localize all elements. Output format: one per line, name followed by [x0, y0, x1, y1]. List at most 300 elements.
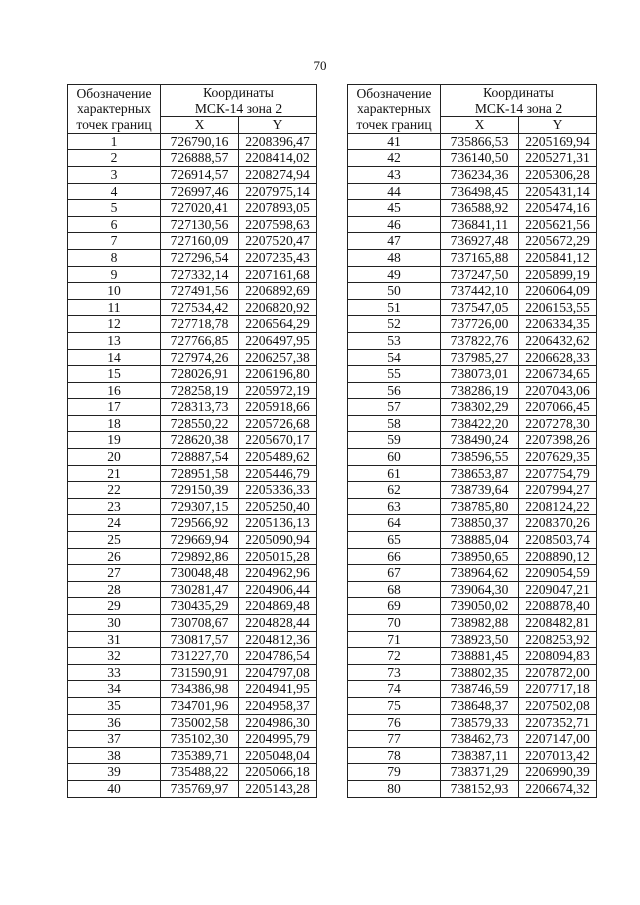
y-coordinate: 2205143,28 — [239, 780, 317, 797]
y-coordinate: 2205306,28 — [519, 166, 597, 183]
x-coordinate: 738462,73 — [441, 731, 519, 748]
point-number: 63 — [348, 498, 441, 515]
point-label-header — [68, 85, 161, 134]
y-coordinate: 2205136,13 — [239, 515, 317, 532]
point-number: 14 — [68, 349, 161, 366]
table-row — [68, 598, 317, 615]
y-coordinate: 2206674,32 — [519, 780, 597, 797]
y-coordinate: 2206564,29 — [239, 316, 317, 333]
coords-line2: МСК-14 зона 2 — [474, 100, 563, 116]
point-number: 9 — [68, 266, 161, 283]
y-coordinate: 2205431,14 — [519, 183, 597, 200]
point-number: 6 — [68, 216, 161, 233]
coords-header — [161, 85, 317, 117]
point-number: 75 — [348, 697, 441, 714]
table-row — [348, 382, 597, 399]
table-row — [68, 299, 317, 316]
point-number: 73 — [348, 664, 441, 681]
y-coordinate: 2204797,08 — [239, 664, 317, 681]
x-coordinate: 738286,19 — [441, 382, 519, 399]
x-coordinate: 727296,54 — [161, 249, 239, 266]
point-number: 72 — [348, 648, 441, 665]
table-row — [348, 747, 597, 764]
point-number: 42 — [348, 150, 441, 167]
table-row — [348, 498, 597, 515]
point-number: 44 — [348, 183, 441, 200]
point-number: 62 — [348, 482, 441, 499]
x-coordinate: 738152,93 — [441, 780, 519, 797]
y-coordinate: 2208414,02 — [239, 150, 317, 167]
point-number: 4 — [68, 183, 161, 200]
x-coordinate: 738422,20 — [441, 415, 519, 432]
point-number: 15 — [68, 366, 161, 383]
x-coordinate: 738746,59 — [441, 681, 519, 698]
point-number: 26 — [68, 548, 161, 565]
table-row — [348, 266, 597, 283]
table-row — [348, 697, 597, 714]
y-coordinate: 2208396,47 — [239, 133, 317, 150]
table-row — [348, 714, 597, 731]
table-row — [68, 764, 317, 781]
point-number: 3 — [68, 166, 161, 183]
point-number: 18 — [68, 415, 161, 432]
y-coordinate: 2204941,95 — [239, 681, 317, 698]
y-coordinate: 2204986,30 — [239, 714, 317, 731]
table-row — [348, 449, 597, 466]
table-row — [348, 183, 597, 200]
table-row — [348, 332, 597, 349]
x-coordinate: 736588,92 — [441, 200, 519, 217]
point-number: 16 — [68, 382, 161, 399]
table-row — [348, 366, 597, 383]
x-coordinate: 735866,53 — [441, 133, 519, 150]
x-coordinate: 728887,54 — [161, 449, 239, 466]
table-row — [348, 598, 597, 615]
y-coordinate: 2205446,79 — [239, 465, 317, 482]
y-coordinate: 2209054,59 — [519, 565, 597, 582]
y-coordinate: 2206990,39 — [519, 764, 597, 781]
y-coordinate: 2206257,38 — [239, 349, 317, 366]
x-coordinate: 737985,27 — [441, 349, 519, 366]
y-coordinate: 2207147,00 — [519, 731, 597, 748]
y-coordinate: 2205015,28 — [239, 548, 317, 565]
y-coordinate: 2209047,21 — [519, 581, 597, 598]
table-row — [68, 648, 317, 665]
table-row — [348, 648, 597, 665]
point-number: 79 — [348, 764, 441, 781]
x-coordinate: 734701,96 — [161, 697, 239, 714]
x-coordinate: 726888,57 — [161, 150, 239, 167]
table-row — [348, 249, 597, 266]
table-row — [348, 432, 597, 449]
table-row — [348, 515, 597, 532]
x-coordinate: 731227,70 — [161, 648, 239, 665]
y-coordinate: 2205670,17 — [239, 432, 317, 449]
table-row — [68, 249, 317, 266]
point-number: 31 — [68, 631, 161, 648]
point-number: 10 — [68, 283, 161, 300]
table-row — [68, 780, 317, 797]
x-coordinate: 738802,35 — [441, 664, 519, 681]
table-row — [68, 482, 317, 499]
point-number: 78 — [348, 747, 441, 764]
point-label-line1: Обозначение — [356, 85, 432, 101]
x-coordinate: 735002,58 — [161, 714, 239, 731]
coords-line1: Координаты — [483, 85, 554, 100]
y-coordinate: 2208124,22 — [519, 498, 597, 515]
x-coordinate: 738371,29 — [441, 764, 519, 781]
point-number: 70 — [348, 615, 441, 632]
x-coordinate: 738648,37 — [441, 697, 519, 714]
point-number: 64 — [348, 515, 441, 532]
point-number: 47 — [348, 233, 441, 250]
y-coordinate: 2207013,42 — [519, 747, 597, 764]
point-number: 67 — [348, 565, 441, 582]
x-coordinate: 728951,58 — [161, 465, 239, 482]
table-row — [68, 731, 317, 748]
y-coordinate: 2205090,94 — [239, 532, 317, 549]
point-number: 22 — [68, 482, 161, 499]
table-row — [348, 548, 597, 565]
y-coordinate: 2204869,48 — [239, 598, 317, 615]
x-coordinate: 738881,45 — [441, 648, 519, 665]
x-coordinate: 737247,50 — [441, 266, 519, 283]
y-coordinate: 2205972,19 — [239, 382, 317, 399]
point-label-line3: точек границ — [356, 116, 432, 132]
table-row — [68, 681, 317, 698]
y-coordinate: 2205048,04 — [239, 747, 317, 764]
y-coordinate: 2204962,96 — [239, 565, 317, 582]
y-coordinate: 2205621,56 — [519, 216, 597, 233]
x-coordinate: 726914,57 — [161, 166, 239, 183]
x-coordinate: 728026,91 — [161, 366, 239, 383]
table-row — [348, 150, 597, 167]
point-number: 71 — [348, 631, 441, 648]
y-coordinate: 2206432,62 — [519, 332, 597, 349]
y-coordinate: 2207502,08 — [519, 697, 597, 714]
point-number: 12 — [68, 316, 161, 333]
point-number: 61 — [348, 465, 441, 482]
table-row — [68, 233, 317, 250]
x-coordinate: 731590,91 — [161, 664, 239, 681]
y-coordinate: 2207893,05 — [239, 200, 317, 217]
y-coordinate: 2208094,83 — [519, 648, 597, 665]
point-number: 27 — [68, 565, 161, 582]
x-coordinate: 739064,30 — [441, 581, 519, 598]
table-row — [68, 366, 317, 383]
point-number: 59 — [348, 432, 441, 449]
table-row — [68, 532, 317, 549]
y-coordinate: 2206820,92 — [239, 299, 317, 316]
table-row — [68, 382, 317, 399]
x-coordinate: 738785,80 — [441, 498, 519, 515]
point-number: 20 — [68, 449, 161, 466]
page-number: 70 — [313, 58, 327, 73]
point-number: 77 — [348, 731, 441, 748]
x-coordinate: 738387,11 — [441, 747, 519, 764]
x-coordinate: 738073,01 — [441, 366, 519, 383]
point-number: 45 — [348, 200, 441, 217]
point-number: 65 — [348, 532, 441, 549]
x-coordinate: 729150,39 — [161, 482, 239, 499]
table-row — [68, 133, 317, 150]
x-coordinate: 727160,09 — [161, 233, 239, 250]
y-coordinate: 2205918,66 — [239, 399, 317, 416]
x-header: X — [161, 117, 239, 134]
x-coordinate: 736841,11 — [441, 216, 519, 233]
y-coordinate: 2204958,37 — [239, 697, 317, 714]
x-coordinate: 737165,88 — [441, 249, 519, 266]
point-number: 2 — [68, 150, 161, 167]
table-row — [348, 631, 597, 648]
y-coordinate: 2205474,16 — [519, 200, 597, 217]
point-number: 69 — [348, 598, 441, 615]
point-number: 30 — [68, 615, 161, 632]
x-coordinate: 727974,26 — [161, 349, 239, 366]
table-row — [68, 565, 317, 582]
point-number: 8 — [68, 249, 161, 266]
point-number: 19 — [68, 432, 161, 449]
y-coordinate: 2206892,69 — [239, 283, 317, 300]
x-coordinate: 738885,04 — [441, 532, 519, 549]
point-number: 32 — [68, 648, 161, 665]
point-number: 39 — [68, 764, 161, 781]
point-number: 36 — [68, 714, 161, 731]
table-row — [348, 166, 597, 183]
point-label-line2: характерных — [357, 101, 431, 117]
x-coordinate: 728258,19 — [161, 382, 239, 399]
point-number: 80 — [348, 780, 441, 797]
x-coordinate: 738850,37 — [441, 515, 519, 532]
x-coordinate: 727766,85 — [161, 332, 239, 349]
y-coordinate: 2207043,06 — [519, 382, 597, 399]
point-number: 40 — [68, 780, 161, 797]
x-coordinate: 727491,56 — [161, 283, 239, 300]
x-coordinate: 736234,36 — [441, 166, 519, 183]
table-row — [68, 150, 317, 167]
table-row — [68, 349, 317, 366]
table-row — [68, 316, 317, 333]
point-number: 17 — [68, 399, 161, 416]
table-row — [68, 399, 317, 416]
point-label-line3: точек границ — [76, 116, 152, 132]
y-coordinate: 2206064,09 — [519, 283, 597, 300]
y-coordinate: 2208274,94 — [239, 166, 317, 183]
table-row — [348, 283, 597, 300]
table-row — [68, 697, 317, 714]
y-coordinate: 2205271,31 — [519, 150, 597, 167]
point-number: 5 — [68, 200, 161, 217]
table-row — [68, 283, 317, 300]
x-coordinate: 738490,24 — [441, 432, 519, 449]
y-coordinate: 2208370,26 — [519, 515, 597, 532]
y-coordinate: 2207994,27 — [519, 482, 597, 499]
point-number: 51 — [348, 299, 441, 316]
point-number: 23 — [68, 498, 161, 515]
y-coordinate: 2204828,44 — [239, 615, 317, 632]
x-coordinate: 737442,10 — [441, 283, 519, 300]
x-coordinate: 727534,42 — [161, 299, 239, 316]
x-coordinate: 738739,64 — [441, 482, 519, 499]
x-coordinate: 728620,38 — [161, 432, 239, 449]
table-row — [68, 747, 317, 764]
y-coordinate: 2206497,95 — [239, 332, 317, 349]
y-coordinate: 2205726,68 — [239, 415, 317, 432]
x-coordinate: 734386,98 — [161, 681, 239, 698]
y-coordinate: 2205672,29 — [519, 233, 597, 250]
table-row — [348, 200, 597, 217]
table-row — [348, 482, 597, 499]
y-coordinate: 2204995,79 — [239, 731, 317, 748]
x-coordinate: 730048,48 — [161, 565, 239, 582]
x-coordinate: 737547,05 — [441, 299, 519, 316]
table-row — [348, 316, 597, 333]
y-coordinate: 2205169,94 — [519, 133, 597, 150]
y-coordinate: 2206734,65 — [519, 366, 597, 383]
y-coordinate: 2208253,92 — [519, 631, 597, 648]
y-coordinate: 2206153,55 — [519, 299, 597, 316]
x-coordinate: 737822,76 — [441, 332, 519, 349]
table-row — [68, 515, 317, 532]
x-coordinate: 735389,71 — [161, 747, 239, 764]
table-row — [348, 299, 597, 316]
x-coordinate: 738982,88 — [441, 615, 519, 632]
x-coordinate: 729669,94 — [161, 532, 239, 549]
table-row — [348, 415, 597, 432]
y-header: Y — [519, 117, 597, 134]
point-number: 33 — [68, 664, 161, 681]
table-row — [68, 266, 317, 283]
point-number: 46 — [348, 216, 441, 233]
point-number: 11 — [68, 299, 161, 316]
x-coordinate: 735102,30 — [161, 731, 239, 748]
table-body-left — [68, 133, 317, 797]
point-number: 29 — [68, 598, 161, 615]
y-coordinate: 2207066,45 — [519, 399, 597, 416]
y-coordinate: 2207872,00 — [519, 664, 597, 681]
table-row — [68, 631, 317, 648]
point-number: 48 — [348, 249, 441, 266]
x-header: X — [441, 117, 519, 134]
y-coordinate: 2208890,12 — [519, 548, 597, 565]
point-number: 1 — [68, 133, 161, 150]
y-coordinate: 2205066,18 — [239, 764, 317, 781]
point-number: 24 — [68, 515, 161, 532]
point-number: 25 — [68, 532, 161, 549]
point-number: 55 — [348, 366, 441, 383]
x-coordinate: 738596,55 — [441, 449, 519, 466]
x-coordinate: 736140,50 — [441, 150, 519, 167]
coords-line2: МСК-14 зона 2 — [194, 100, 283, 116]
x-coordinate: 735769,97 — [161, 780, 239, 797]
table-row — [68, 200, 317, 217]
table-row — [348, 133, 597, 150]
y-coordinate: 2207235,43 — [239, 249, 317, 266]
x-coordinate: 729892,86 — [161, 548, 239, 565]
y-coordinate: 2207975,14 — [239, 183, 317, 200]
y-coordinate: 2208503,74 — [519, 532, 597, 549]
x-coordinate: 727718,78 — [161, 316, 239, 333]
table-row — [68, 415, 317, 432]
y-header: Y — [239, 117, 317, 134]
point-number: 21 — [68, 465, 161, 482]
point-number: 68 — [348, 581, 441, 598]
x-coordinate: 736927,48 — [441, 233, 519, 250]
coordinates-table-left — [67, 84, 317, 798]
table-row — [68, 664, 317, 681]
table-row — [348, 216, 597, 233]
x-coordinate: 730435,29 — [161, 598, 239, 615]
x-coordinate: 730708,67 — [161, 615, 239, 632]
y-coordinate: 2205489,62 — [239, 449, 317, 466]
table-row — [68, 465, 317, 482]
x-coordinate: 729566,92 — [161, 515, 239, 532]
table-row — [68, 183, 317, 200]
y-coordinate: 2207754,79 — [519, 465, 597, 482]
x-coordinate: 727020,41 — [161, 200, 239, 217]
point-number: 50 — [348, 283, 441, 300]
point-number: 58 — [348, 415, 441, 432]
point-number: 76 — [348, 714, 441, 731]
table-row — [68, 332, 317, 349]
table-row — [348, 681, 597, 698]
point-number: 37 — [68, 731, 161, 748]
y-coordinate: 2206196,80 — [239, 366, 317, 383]
x-coordinate: 738923,50 — [441, 631, 519, 648]
table-row — [348, 399, 597, 416]
coords-line1: Координаты — [203, 85, 274, 100]
y-coordinate: 2208878,40 — [519, 598, 597, 615]
point-number: 56 — [348, 382, 441, 399]
x-coordinate: 730817,57 — [161, 631, 239, 648]
y-coordinate: 2204906,44 — [239, 581, 317, 598]
coordinates-table-right — [347, 84, 597, 798]
table-row — [68, 216, 317, 233]
y-coordinate: 2207520,47 — [239, 233, 317, 250]
y-coordinate: 2204812,36 — [239, 631, 317, 648]
x-coordinate: 735488,22 — [161, 764, 239, 781]
point-number: 60 — [348, 449, 441, 466]
x-coordinate: 726997,46 — [161, 183, 239, 200]
x-coordinate: 738579,33 — [441, 714, 519, 731]
table-row — [348, 664, 597, 681]
x-coordinate: 738302,29 — [441, 399, 519, 416]
point-label-line1: Обозначение — [76, 85, 152, 101]
point-number: 7 — [68, 233, 161, 250]
x-coordinate: 738653,87 — [441, 465, 519, 482]
table-row — [348, 615, 597, 632]
x-coordinate: 736498,45 — [441, 183, 519, 200]
x-coordinate: 726790,16 — [161, 133, 239, 150]
table-row — [68, 581, 317, 598]
y-coordinate: 2207278,30 — [519, 415, 597, 432]
y-coordinate: 2204786,54 — [239, 648, 317, 665]
point-number: 54 — [348, 349, 441, 366]
table-row — [68, 615, 317, 632]
table-row — [348, 565, 597, 582]
y-coordinate: 2207398,26 — [519, 432, 597, 449]
table-row — [68, 498, 317, 515]
point-number: 38 — [68, 747, 161, 764]
table-row — [348, 780, 597, 797]
table-body-right — [348, 133, 597, 797]
table-row — [68, 432, 317, 449]
table-row — [348, 731, 597, 748]
y-coordinate: 2207717,18 — [519, 681, 597, 698]
point-number: 66 — [348, 548, 441, 565]
x-coordinate: 728313,73 — [161, 399, 239, 416]
x-coordinate: 739050,02 — [441, 598, 519, 615]
